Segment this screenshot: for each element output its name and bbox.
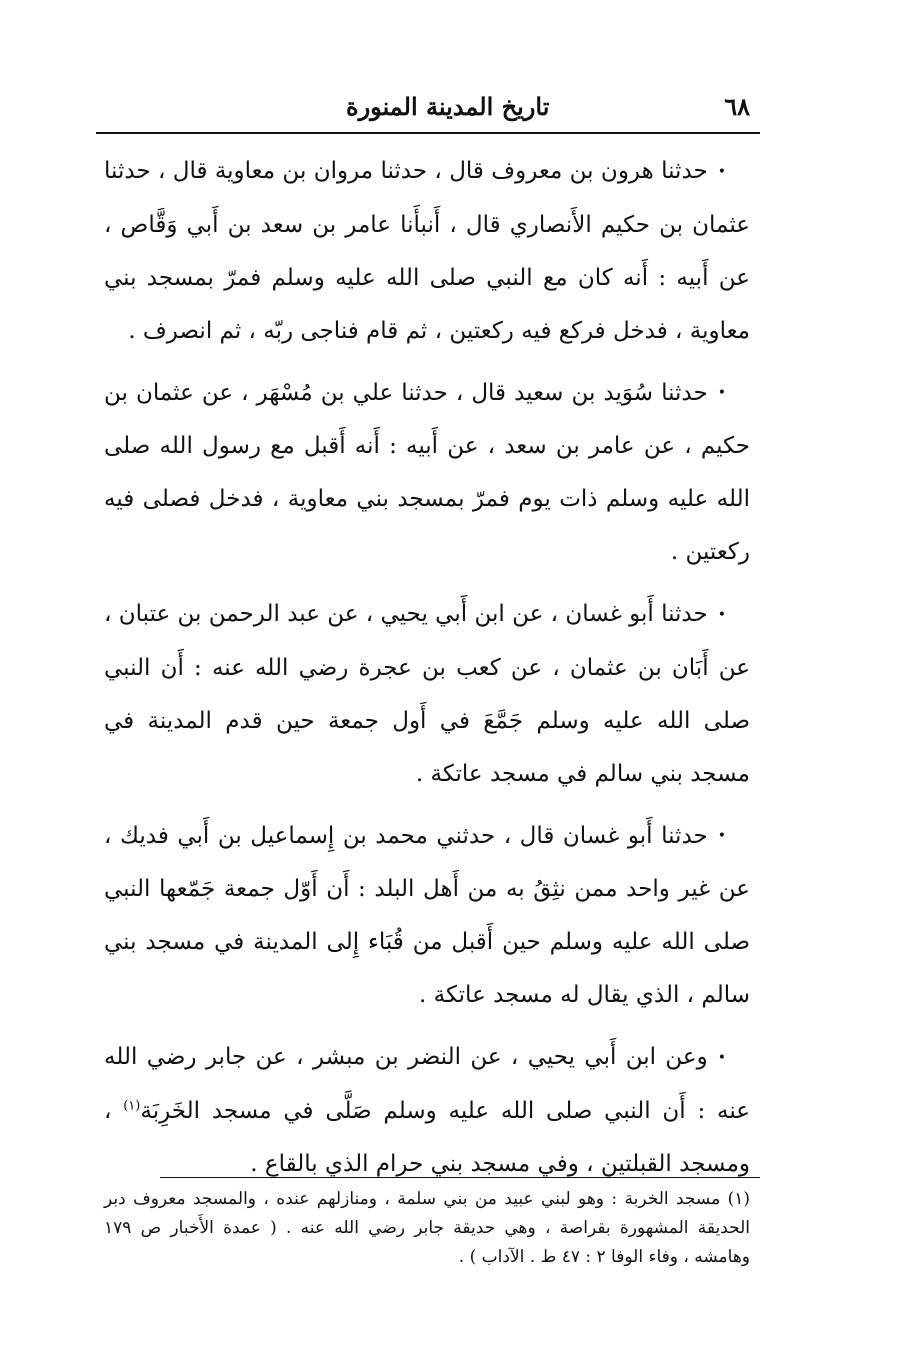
- bullet-icon: •: [717, 1049, 726, 1066]
- bullet-icon: •: [717, 828, 726, 844]
- paragraph-4: [104, 810, 750, 1023]
- page-number: ٦٨: [724, 91, 750, 121]
- footnote-reference: (١): [123, 1097, 141, 1113]
- footnote: (١) مسجد الخربة : وهو لبني عبيد من بني سلمة ، ومنازلهم عنده ، والمسجد معروف دبر الحديقة المشهورة بقراصة ، وهي حديقة جابر رضي الله عنه . ( عمدة الأَخبار ص ١٧٩ وهامشه ، وفاء الوفا ٢ : ٤٧ ط . الآداب ) .: [104, 1189, 750, 1267]
- main-text: [104, 145, 750, 1200]
- page-header: [96, 86, 760, 126]
- paragraph-text: حدثنا سُوَيد بن سعيد قال ، حدثنا علي بن مُسْهَر ، عن عثمان بن حكيم ، عن عامر بن سعد ، عن أَبيه : أَنه أَقبل مع رسول الله صلى الله عليه وسلم ذات يوم فمرّ بمسجد بني معاوية ، فدخل فصلى فيه ركعتين .: [104, 379, 750, 565]
- header-rule: [96, 132, 760, 134]
- bullet-icon: •: [717, 385, 726, 401]
- paragraph-5: [104, 1031, 750, 1191]
- paragraph-2: [104, 367, 750, 580]
- bullet-icon: •: [717, 163, 726, 180]
- paragraph-text: حدثنا هرون بن معروف قال ، حدثنا مروان بن معاوية قال ، حدثنا عثمان بن حكيم الأَنصاري قال ، أَنبأَنا عامر بن سعد بن أَبي وَقَّاص ، عن أَبيه : أَنه كان مع النبي صلى الله عليه وسلم فمرّ بمسجد بني معاوية ، فدخل فركع فيه ركعتين ، ثم قام فناجى ربّه ، ثم انصرف .: [104, 158, 750, 344]
- paragraph-3: [104, 588, 750, 801]
- footnote-rule: [160, 1177, 760, 1178]
- paragraph-text: حدثنا أَبو غسان ، عن ابن أَبي يحيي ، عن عبد الرحمن بن عتبان ، عن أَبَان بن عثمان ، عن كعب بن عجرة رضي الله عنه : أَن النبي صلى الله عليه وسلم جَمَّعَ في أَول جمعة حين قدم المدينة في مسجد بني سالم في مسجد عاتكة .: [104, 601, 750, 787]
- paragraph-text: حدثنا أَبو غسان قال ، حدثني محمد بن إِسماعيل بن أَبي فديك ، عن غير واحد ممن نثِقُ به من أَهل البلد : أَن أَوّل جمعة جَمّعها النبي صلى الله عليه وسلم حين أَقبل من قُبَاء إِلى المدينة في مسجد بني سالم ، الذي يقال له مسجد عاتكة .: [104, 822, 750, 1008]
- paragraph-text-continued: ، ومسجد القبلتين ، وفي مسجد بني حرام الذي بالقاع .: [104, 1097, 750, 1177]
- paragraph-text: وعن ابن أَبي يحيي ، عن النضر بن مبشر ، عن جابر رضي الله عنه : أَن النبي صلى الله عليه وسلم صَلَّى في مسجد الخَرِبَة: [104, 1044, 750, 1124]
- paragraph-1: [104, 145, 750, 358]
- running-title: تاريخ المدينة المنورة: [346, 91, 550, 121]
- bullet-icon: •: [717, 606, 726, 623]
